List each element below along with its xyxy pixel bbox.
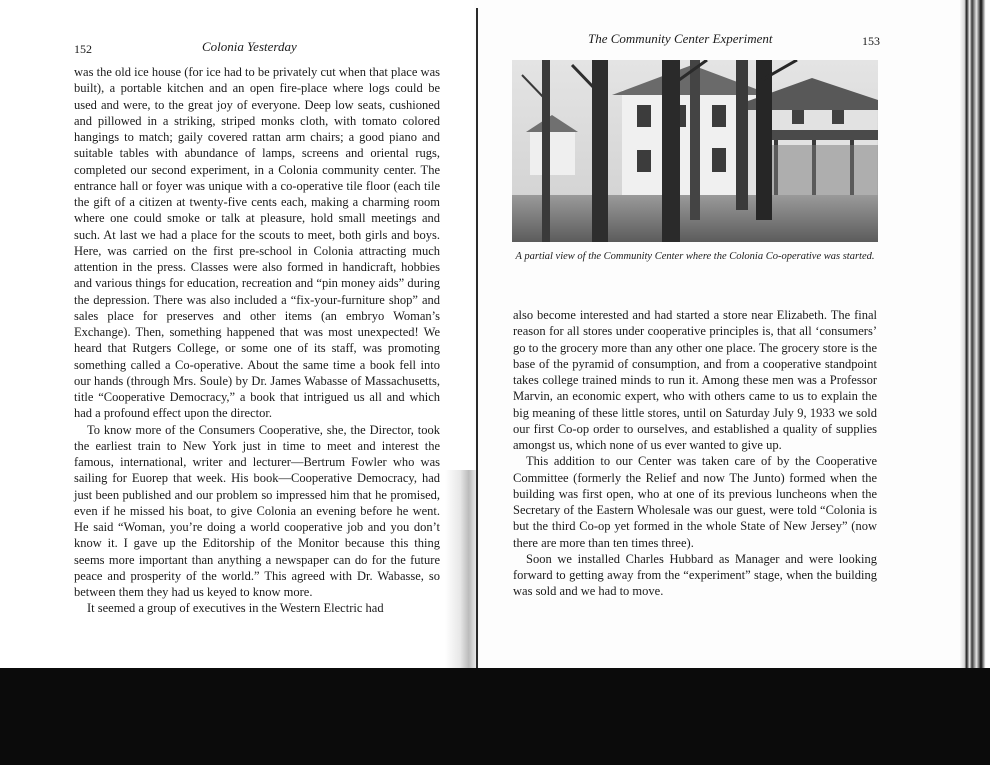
page-edge-stack [960, 0, 990, 670]
right-running-head: The Community Center Experiment [588, 31, 773, 46]
paragraph: Soon we installed Charles Hubbard as Manager and were looking forward to getting away from the “experiment” stage, when the building was sold and we had to move. [513, 551, 877, 599]
gutter-shadow [445, 470, 479, 670]
left-running-head: Colonia Yesterday [202, 39, 297, 54]
scan-border-bottom [0, 668, 990, 765]
paragraph: This addition to our Center was taken care of by the Cooperative Committee (formerly the Relief and now The Junto) formed when the building was first open, who at one of its previous luncheons when the Secretary of the Eastern Wholesale was our guest, were told “Colonia is but the third Co-op yet formed in the whole State of New Jersey” (now there are more than ten times three). [513, 454, 877, 550]
gutter-fold [476, 8, 478, 670]
community-center-photo [512, 60, 878, 242]
paragraph: To know more of the Consumers Cooperative, she, the Director, took the earliest train to New York just in time to meet and interest the famous, international, writer and lecturer—Bertrum Fowler who was sailing for Euorep that week. His book—Cooperative Democracy, had just been published and our problem so impressed him that he promised, even if he missed his boat, to give Colonia an evening before he went. He said “Woman, you’re doing a world cooperative job and you don’t know it. I gave up the Editorship of the Monitor because this thing seems more important than anything a newspaper can do for the future peace and prosperity of the world.” This agreed with Dr. Wabasse, so between them they had us keyed to know more. [74, 422, 440, 599]
left-page-body [74, 64, 440, 617]
left-page-number: 152 [74, 42, 92, 56]
paragraph: It seemed a group of executives in the Western Electric had [87, 601, 384, 616]
photo-illustration [512, 60, 878, 242]
right-page-body [513, 307, 877, 600]
photo-caption: A partial view of the Community Center where the Colonia Co-operative was started. [515, 251, 875, 262]
paragraph: also become interested and had started a store near Elizabeth. The final reason for all stores under cooperative principles is, that all ‘consumers’ go to the grocery more than any other one place. The grocery store is the base of the pyramid of consumption, and from a cooperative standpoint takes college trained minds to run it. Among these men was a Professor Marvin, an economic expert, who with others came to us to explain the big meaning of these little stores, until on Saturday July 9, 1933 we sold our first Co-op order to ourselves, and established a quality of supplies amongst us, which none of us ever wanted to give up. [513, 308, 877, 452]
right-page-number: 153 [862, 34, 880, 48]
paragraph: was the old ice house (for ice had to be privately cut when that place was built), a portable kitchen and an open fire-place where logs could be used and were, to the great joy of everyone. Deep low seats, cushioned and pillowed in a striking, striped monks cloth, with tomato colored hangings to match; gaily covered rattan arm chairs; a good piano and suitable tables with abundance of lamps, screens and oriental rugs, completed our second experiment, in a Colonia community center. The entrance hall or foyer was unique with a co-operative tile floor (each tile the gift of a citizen at twenty-five cents each, making a charming room where one could smoke or talk at pleasure, hold small meetings and such. At last we had a place for the scouts to meet, both girls and boys. Here, was carried on the first pre-school in Colonia attracting much attention in the press. Classes were also formed in handicraft, hobbies and various things for education, recreation and “pin money aids” during the depression. There was also included a “fix-your-furniture shop” and sales place for preserves and other items (an embryo Woman’s Exchange). Then, something happened that was most unexpected! We heard that Rutgers College, or some one of its staff, was promoting something called a Co-operative. About the same time a book fell into our hands (through Mrs. Soule) by Dr. James Wabasse of Massachusetts, title “Cooperative Democracy,” a book that intrigued us all and which had a profound effect upon the director. [74, 65, 440, 421]
